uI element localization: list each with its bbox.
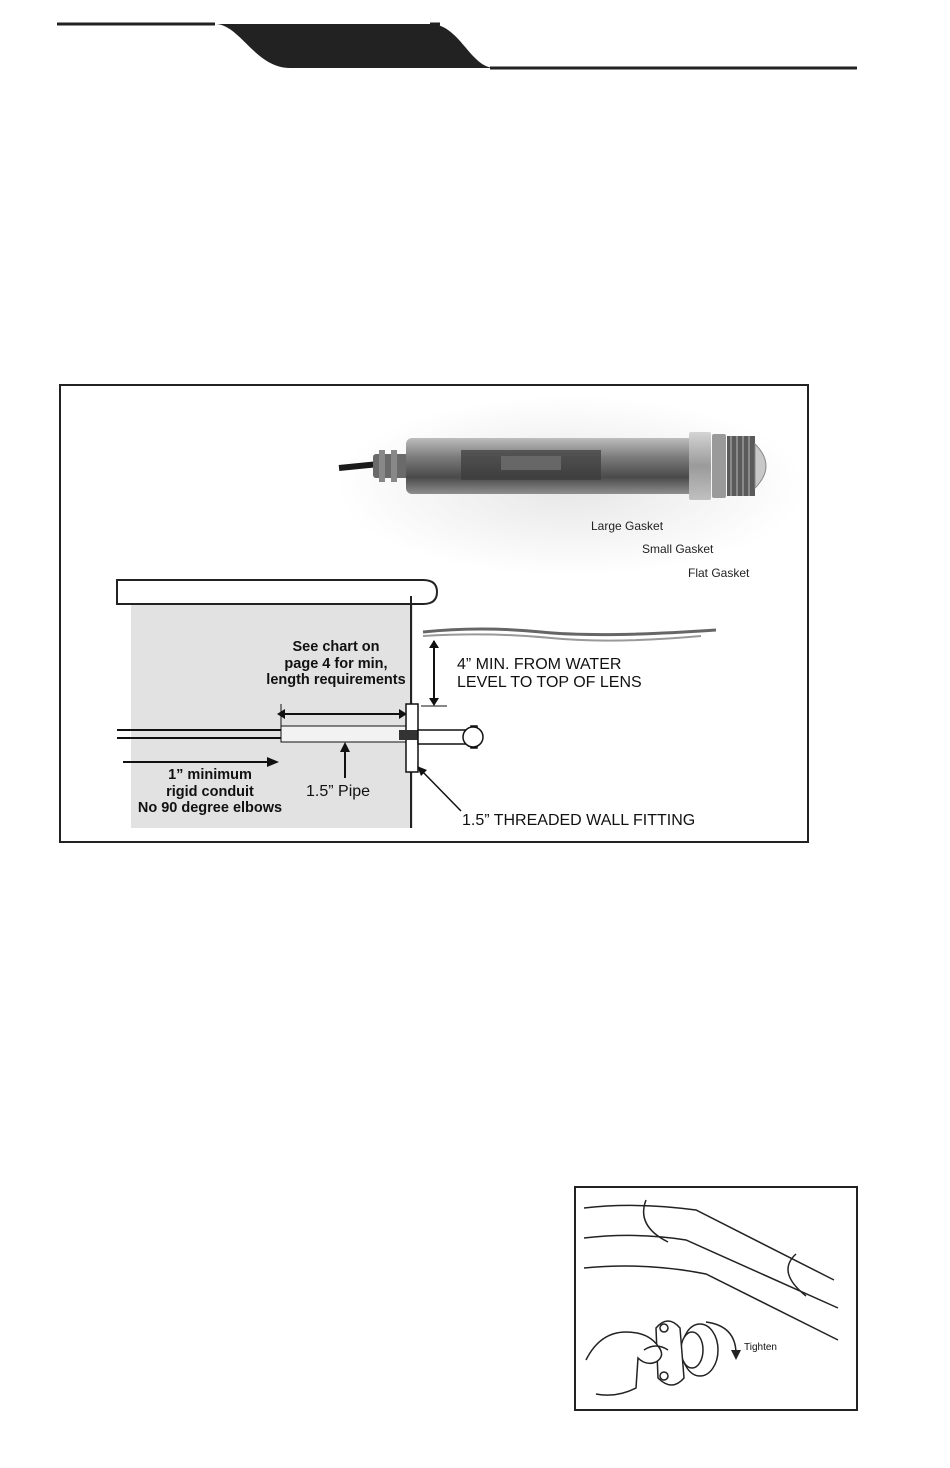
- chart-note-line3: length requirements: [266, 672, 406, 689]
- chart-note-line2: page 4 for min,: [284, 655, 388, 672]
- large-gasket-ring: [689, 432, 711, 500]
- header-tab-rule: [0, 0, 950, 80]
- water-level-line2: LEVEL TO TOP OF LENS: [457, 674, 642, 692]
- pipe-segment: [281, 726, 406, 742]
- flat-gasket-label: Flat Gasket: [688, 566, 750, 580]
- conduit-note: [129, 767, 291, 817]
- large-gasket-label: Large Gasket: [591, 519, 664, 533]
- pool-coping: [117, 580, 437, 604]
- hand: [586, 1332, 662, 1395]
- installed-lens: [463, 727, 483, 747]
- fitting-leader: [419, 768, 461, 811]
- installation-diagram: [59, 384, 809, 843]
- fitting-label: 1.5” THREADED WALL FITTING: [462, 812, 696, 829]
- tighten-label: Tighten: [744, 1342, 777, 1353]
- tighten-illustration-art: [576, 1188, 860, 1413]
- water-level-note: [457, 656, 642, 693]
- small-gasket-ring: [712, 434, 726, 498]
- chart-note-line1: See chart on: [292, 639, 380, 655]
- tighten-illustration: [574, 1186, 858, 1411]
- conduit-line1: 1” minimum: [168, 767, 252, 783]
- chart-note: [261, 639, 411, 689]
- small-gasket-label: Small Gasket: [642, 542, 714, 556]
- water-level-line1: 4” MIN. FROM WATER: [457, 656, 622, 673]
- conduit-line2: rigid conduit: [166, 783, 254, 800]
- conduit-line3: No 90 degree elbows: [137, 800, 283, 817]
- pipe-label: 1.5” Pipe: [306, 783, 371, 800]
